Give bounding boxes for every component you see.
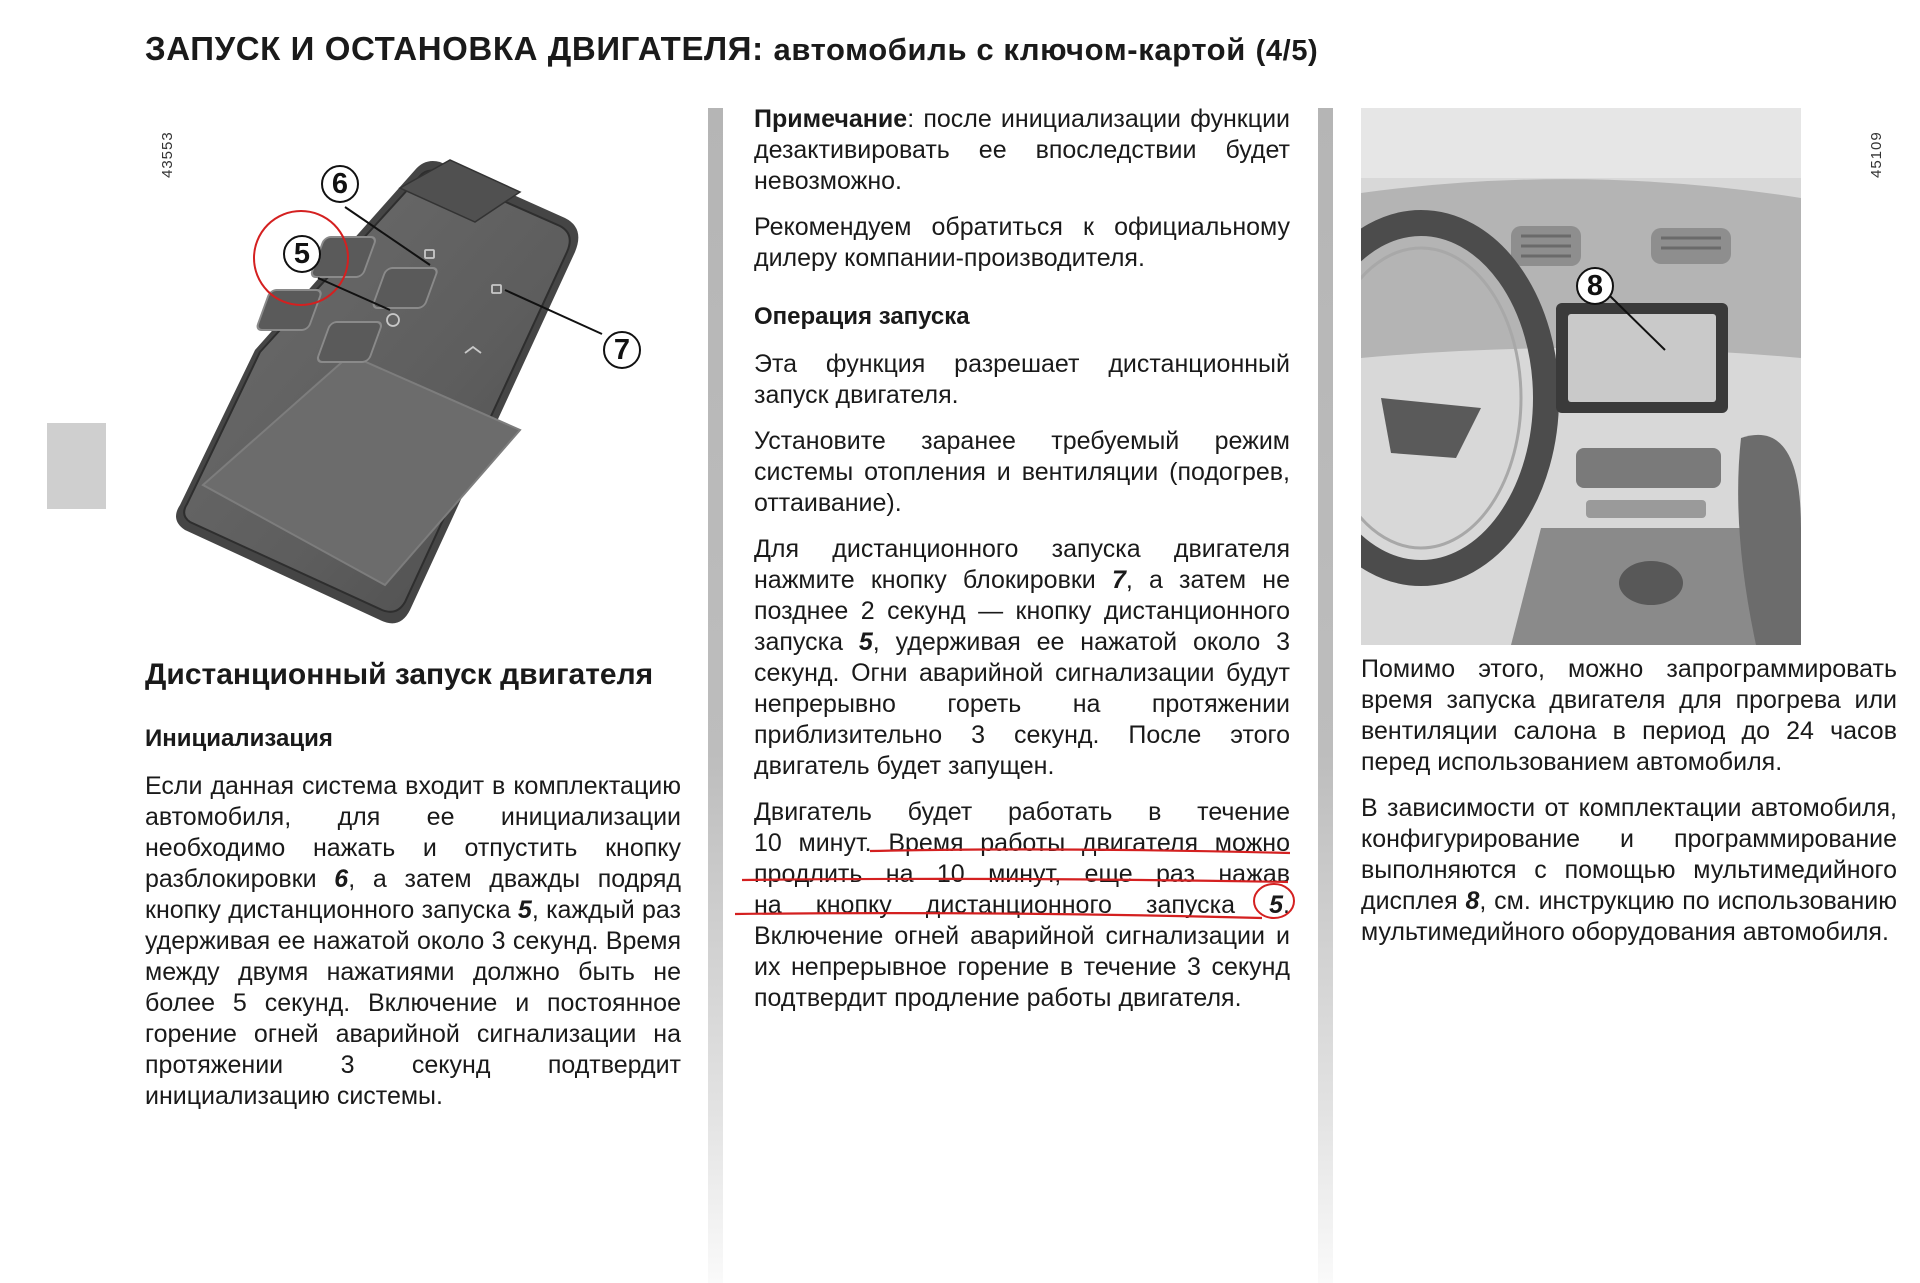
paragraph-extend-run <box>754 797 1290 1014</box>
extend-line-1: Двигатель будет работать в течение <box>754 798 1290 826</box>
chapter-side-tab <box>47 423 106 509</box>
callout-8: 8 <box>1576 267 1614 305</box>
subheading-initialization: Инициализация <box>145 725 333 752</box>
paragraph-initialization: Если данная система входит в комплектацию автомобиля, для ее инициализации необходимо нажать и отпустить кнопку разблокировки 6, а затем дважды подряд кнопку дистанционного запуска 5, каждый раз удерживая ее нажатой около 3 секунд. Время между двумя нажатиями должно быть не более 5 секунд. Включение и постоянное горение огней аварийной сигнализации на протяжении 3 секунд подтвердит инициализацию системы. <box>145 772 682 1110</box>
paragraph-function: Эта функция разрешает дистанционный запуск двигателя. <box>754 350 1290 409</box>
extend-rest: Включение огней аварийной сигнализации и их непрерывное горение в течение 3 секунд подтвердит продление работы двигателя. <box>754 922 1290 1012</box>
extend-line-4: на кнопку дистанционного запуска 5. <box>754 891 1290 919</box>
paragraph-remote-start: Для дистанционного запуска двигателя нажмите кнопку блокировки 7, а затем не позднее 2 секунд — кнопку дистанционного запуска 5, удерживая ее нажатой около 3 секунд. Огни аварийной сигнализации будут непрерывно гореть на протяжении приблизительно 3 секунд. После этого двигатель будет запущен. <box>754 535 1290 780</box>
card-figure-id: 43553 <box>159 131 176 178</box>
callout-7: 7 <box>603 331 641 369</box>
title-page-number: (4/5) <box>1255 35 1319 67</box>
column-divider-left <box>708 108 723 1283</box>
key-card-illustration <box>175 140 695 640</box>
paragraph-dealer: Рекомендуем обратиться к официальному дилеру компании-производителя. <box>754 213 1290 272</box>
title-main: ЗАПУСК И ОСТАНОВКА ДВИГАТЕЛЯ: <box>145 30 764 67</box>
right-column <box>1361 654 1897 963</box>
column-divider-right <box>1318 108 1333 1283</box>
middle-column <box>754 104 1290 1029</box>
callout-5: 5 <box>283 235 321 273</box>
dash-figure-id: 45109 <box>1868 131 1885 178</box>
section-heading-remote-start: Дистанционный запуск двигателя <box>145 658 654 691</box>
title-subtitle: автомобиль с ключом-картой <box>773 32 1246 67</box>
dashboard-photo <box>1361 108 1801 645</box>
paragraph-preset: Установите заранее требуемый режим системы отопления и вентиляции (подогрев, оттаивание). <box>754 427 1290 517</box>
paragraph-programming: Помимо этого, можно запрограммировать время запуска двигателя для прогрева или вентиляции салона в период до 24 часов перед использованием автомобиля. <box>1361 655 1897 776</box>
paragraph-note: Примечание: после инициализации функции дезактивировать ее впоследствии будет невозможно. <box>754 105 1290 195</box>
subheading-start-operation: Операция запуска <box>754 303 970 330</box>
extend-line-2: 10 минут. Время работы двигателя можно <box>754 829 1290 857</box>
extend-line-3: продлить на 10 минут, еще раз нажав <box>754 860 1290 888</box>
left-column <box>145 656 681 1127</box>
paragraph-multimedia: В зависимости от комплектации автомобиля, конфигурирование и программирование выполняются с помощью мультимедийного дисплея 8, см. инструкцию по использованию мультимедийного оборудования автомобиля. <box>1361 794 1897 946</box>
callout-6: 6 <box>321 165 359 203</box>
page-title <box>145 30 1318 68</box>
